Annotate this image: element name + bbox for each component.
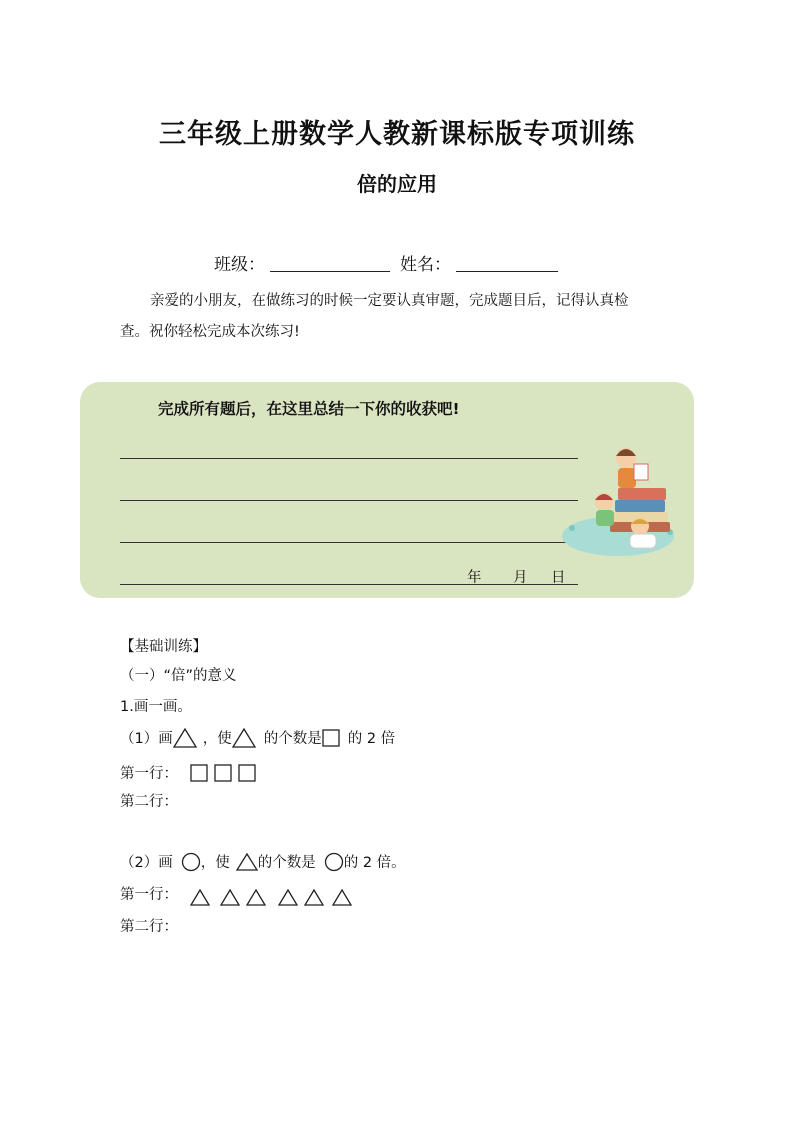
intro-line-1: 亲爱的小朋友，在做练习的时候一定要认真审题，完成题目后，记得认真检	[150, 293, 629, 309]
page-title: 三年级上册数学人教新课标版专项训练	[159, 119, 635, 150]
square-icon	[191, 765, 207, 781]
part-1-row-1-squares	[190, 764, 260, 784]
part-2-comma: ，使	[200, 855, 230, 871]
summary-line-3[interactable]	[120, 542, 578, 543]
date-year: 年	[467, 570, 482, 586]
square-icon	[322, 729, 340, 747]
summary-prompt: 完成所有题后，在这里总结一下你的收获吧!	[158, 400, 460, 418]
summary-line-4[interactable]	[120, 584, 578, 585]
triangle-icon	[173, 728, 197, 748]
summary-line-2[interactable]	[120, 500, 578, 501]
triangle-icon	[221, 890, 239, 905]
name-label: 姓名：	[400, 255, 451, 275]
triangle-icon	[232, 728, 256, 748]
part-2-row-1-triangles	[190, 888, 360, 908]
part-2-row-1-label: 第一行：	[120, 887, 178, 903]
part-2-tail: 的 2 倍。	[343, 855, 406, 871]
part-1-row-1-label: 第一行：	[120, 766, 178, 782]
part-1-number: （1）画	[120, 731, 173, 747]
triangle-icon	[305, 890, 323, 905]
question-1-label: 1.画一画。	[120, 699, 192, 715]
date-day: 日	[551, 570, 566, 586]
circle-icon	[324, 852, 344, 872]
page-subtitle: 倍的应用	[357, 172, 437, 196]
triangle-icon	[279, 890, 297, 905]
class-blank[interactable]	[270, 271, 390, 272]
part-2-row-2-label: 第二行：	[120, 919, 178, 935]
intro-line-2: 查。祝你轻松完成本次练习!	[120, 324, 300, 340]
part-2-instruction	[120, 851, 406, 872]
part-2-number: （2）画	[120, 855, 173, 871]
part-1-row-2-label: 第二行：	[120, 794, 178, 810]
class-label: 班级：	[214, 255, 265, 275]
part-2-mid: 的个数是	[257, 855, 316, 871]
circle-icon	[181, 852, 201, 872]
triangle-icon	[247, 890, 265, 905]
summary-line-1[interactable]	[120, 458, 578, 459]
part-1-mid: 的个数是	[263, 731, 322, 747]
square-icon	[239, 765, 255, 781]
part-1-comma: ，使	[202, 731, 232, 747]
triangle-icon	[333, 890, 351, 905]
triangle-icon	[236, 853, 258, 871]
subsection-heading: （一）“倍”的意义	[120, 668, 237, 684]
name-blank[interactable]	[456, 271, 558, 272]
kids-reading-illustration	[560, 440, 680, 565]
section-heading: 【基础训练】	[120, 639, 207, 655]
triangle-icon	[191, 890, 209, 905]
part-1-tail: 的 2 倍	[347, 731, 396, 747]
part-1-instruction	[120, 727, 395, 748]
square-icon	[215, 765, 231, 781]
date-month: 月	[513, 570, 528, 586]
